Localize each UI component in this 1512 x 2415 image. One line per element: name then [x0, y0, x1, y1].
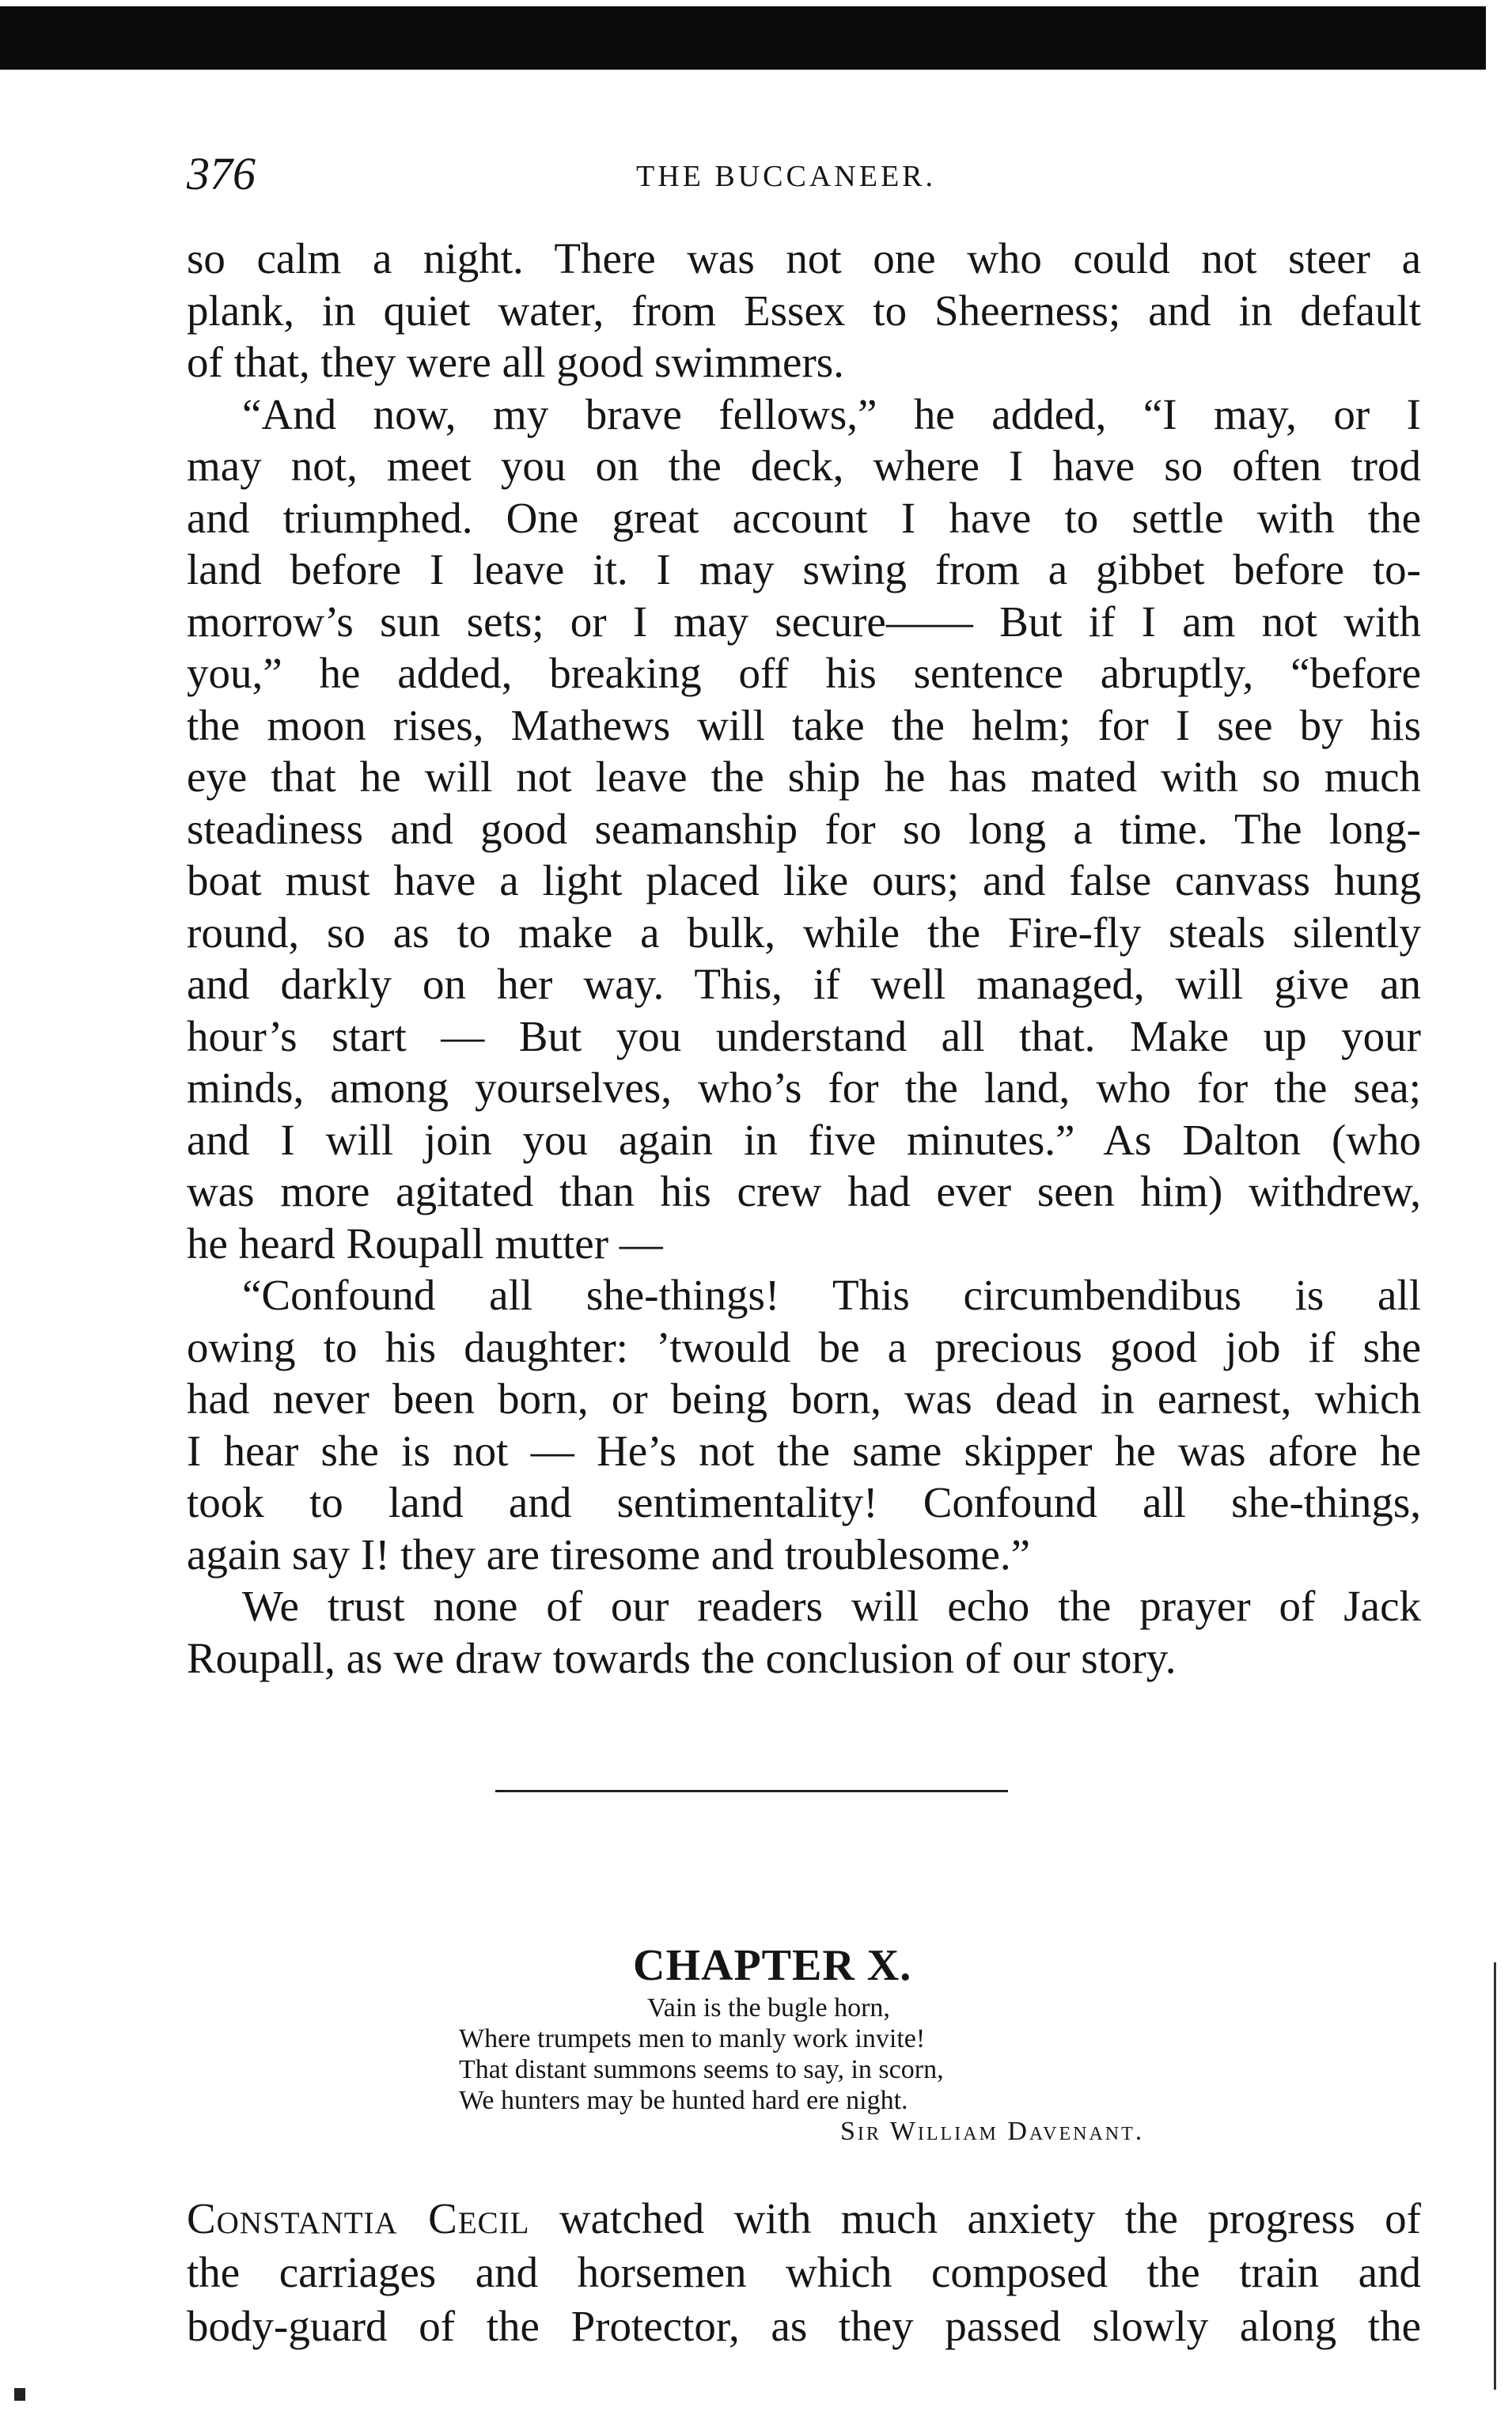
text-line-13: boat must have a light placed like ours; and false canvass hung	[187, 856, 1421, 904]
epigraph-line-4: We hunters may be hunted hard ere night.	[459, 2086, 908, 2115]
chapter-line-2: the carriages and horsemen which composed the train and	[187, 2248, 1421, 2296]
text-line-6: and triumphed. One great account I have to settle with the	[187, 493, 1421, 542]
epigraph-line-3: That distant summons seems to say, in scorn,	[459, 2055, 944, 2084]
text-line-9: you,” he added, breaking off his sentence abruptly, “before	[187, 649, 1421, 697]
text-line-20: he heard Roupall mutter —	[187, 1219, 663, 1268]
text-line-27: We trust none of our readers will echo the prayer of Jack	[242, 1582, 1421, 1630]
text-line-25: took to land and sentimentality! Confound all she-things,	[187, 1478, 1421, 1526]
chapter-line-3: body-guard of the Protector, as they passed slowly along the	[187, 2302, 1421, 2350]
text-line-14: round, so as to make a bulk, while the Fire-fly steals silently	[187, 908, 1421, 957]
text-line-3: of that, they were all good swimmers.	[187, 338, 844, 386]
text-line-10: the moon rises, Mathews will take the helm; for I see by his	[187, 700, 1421, 749]
text-line-7: land before I leave it. I may swing from a gibbet before to-	[187, 545, 1421, 593]
text-line-15: and darkly on her way. This, if well managed, will give an	[187, 960, 1421, 1008]
text-line-22: owing to his daughter: ’twould be a precious good job if she	[187, 1322, 1421, 1371]
scan-top-border	[0, 6, 1486, 70]
chapter-epigraph	[459, 1992, 1234, 2147]
epigraph-line-2: Where trumpets men to manly work invite!	[459, 2024, 926, 2053]
prose-body	[187, 233, 1421, 1684]
book-title: THE BUCCANEER.	[636, 160, 936, 193]
epigraph-attribution: Sir William Davenant.	[840, 2117, 1145, 2146]
text-line-26: again say I! they are tiresome and troublesome.”	[187, 1530, 1030, 1579]
epigraph-line-1: Vain is the bugle horn,	[647, 1993, 890, 2023]
text-line-18: and I will join you again in five minutes.” As Dalton (who	[187, 1115, 1421, 1164]
text-line-1: so calm a night. There was not one who could not steer a	[187, 234, 1421, 282]
text-line-11: eye that he will not leave the ship he has mated with so much	[187, 753, 1421, 801]
running-head	[187, 142, 1421, 206]
text-line-4: “And now, my brave fellows,” he added, “I may, or I	[242, 389, 1421, 438]
text-line-8: morrow’s sun sets; or I may secure—— But if I am not with	[187, 597, 1421, 646]
text-line-19: was more agitated than his crew had ever seen him) withdrew,	[187, 1167, 1421, 1215]
chapter-opening	[187, 2192, 1421, 2353]
text-line-17: minds, among yourselves, who’s for the land, who for the sea;	[187, 1063, 1421, 1112]
page-number: 376	[187, 148, 256, 199]
text-line-23: had never been born, or being born, was dead in earnest, which	[187, 1374, 1421, 1423]
chapter-line-1	[187, 2192, 1421, 2246]
section-divider	[495, 1790, 1008, 1792]
text-line-2: plank, in quiet water, from Essex to Sheerness; and in default	[187, 286, 1421, 335]
text-line-16: hour’s start — But you understand all that. Make up your	[187, 1011, 1421, 1060]
text-line-28: Roupall, as we draw towards the conclusion of our story.	[187, 1633, 1177, 1682]
opening-name: Constantia Cecil	[187, 2194, 530, 2242]
text-line-24: I hear she is not — He’s not the same skipper he was afore he	[187, 1426, 1421, 1475]
text-line-5: may not, meet you on the deck, where I have so often trod	[187, 442, 1421, 490]
chapter-heading: CHAPTER X.	[633, 1941, 912, 1991]
scan-right-margin-line	[1494, 1962, 1496, 2390]
scan-corner-mark	[14, 2388, 25, 2401]
scan-top-border-edge	[0, 55, 36, 63]
text-line-12: steadiness and good seamanship for so long a time. The long-	[187, 804, 1421, 853]
text-line-21: “Confound all she-things! This circumbendibus is all	[242, 1271, 1421, 1319]
chapter-line-1-text: watched with much anxiety the progress of	[529, 2194, 1421, 2242]
